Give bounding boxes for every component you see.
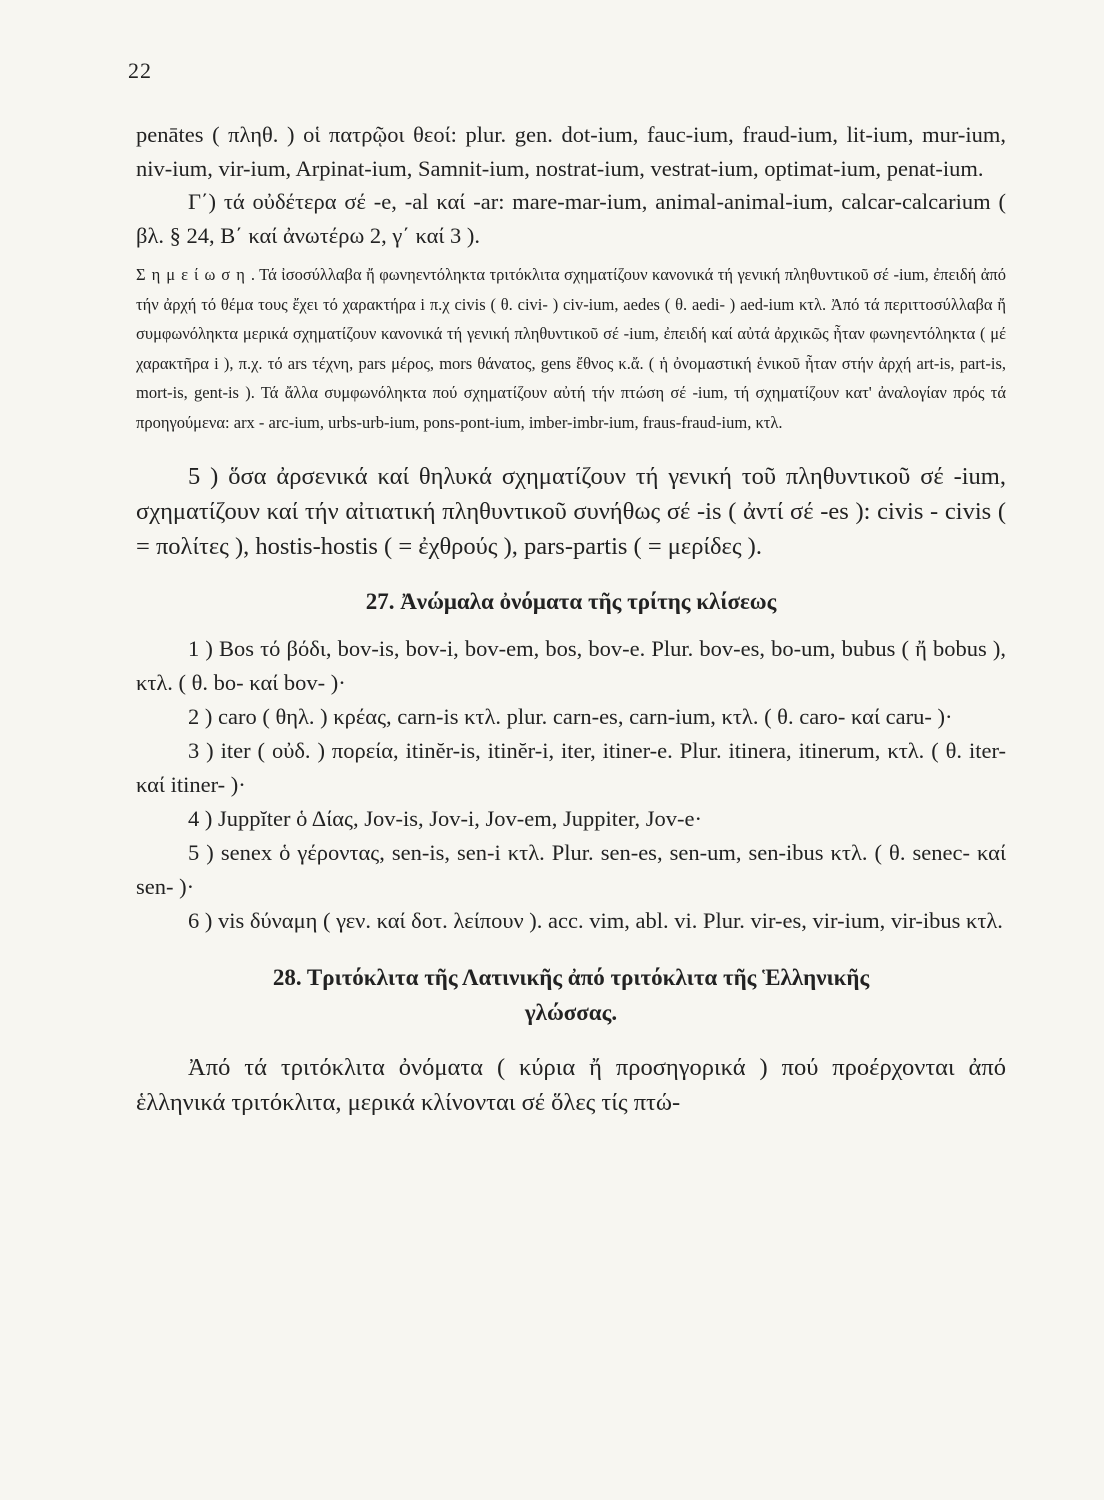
rule-5-paragraph: 5 ) ὅσα ἀρσενικά καί θηλυκά σχηματίζουν τή γενική τοῦ πληθυντικοῦ σέ -ium, σχηματίζουν καί τήν αἰτιατική πληθυντικοῦ συνήθως σέ -is ( ἀντί σέ -es ): civis - civis ( = πολίτες ), hostis-hostis ( = ἐχθρούς ), pars-partis ( = μερίδες ). [136,463,1006,560]
irregular-noun-item-3: 3 ) iter ( οὐδ. ) πορεία, itinĕr-is, itinĕr-i, iter, itiner-e. Plur. itinera, itinerum, κτλ. ( θ. iter- καί itiner- )· [136,738,1006,797]
gamma-paragraph: Γ΄) τά οὐδέτερα σέ -e, -al καί -ar: mare-mar-ium, animal-animal-ium, calcar-calcarium ( βλ. § 24, Β΄ καί ἀνωτέρω 2, γ΄ καί 3 ). [136,189,1006,248]
note-label: Σημείωση [136,265,251,284]
section-27-heading: 27. Ἀνώμαλα ὀνόματα τῆς τρίτης κλίσεως [365,589,777,614]
penates-paragraph: penātes ( πληθ. ) οἱ πατρῷοι θεοί: plur. gen. dot-ium, fauc-ium, fraud-ium, lit-ium, mur-ium, niv-ium, vir-ium, Arpinat-ium, Samnit-ium, nostrat-ium, vestrat-ium, optimat-ium, penat-ium. [136,122,1006,181]
irregular-noun-item-1: 1 ) Bos τό βόδι, bov-is, bov-i, bov-em, bos, bov-e. Plur. bov-es, bo-um, bubus ( ἤ bobus ), κτλ. ( θ. bo- καί bov- )· [136,636,1006,695]
section-28-heading [136,960,1006,1030]
section-28-heading-line-1: 28. Τριτόκλιτα τῆς Λατινικῆς ἀπό τριτόκλιτα τῆς Ἑλληνικῆς [272,965,870,990]
page-number: 22 [128,58,152,83]
section-28-heading-line-2: γλώσσας. [524,1000,618,1025]
irregular-noun-item-6: 6 ) vis δύναμη ( γεν. καί δοτ. λείπουν ). acc. vim, abl. vi. Plur. vir-es, vir-ium, vir-ibus κτλ. [188,908,1003,933]
irregular-noun-item-2: 2 ) caro ( θηλ. ) κρέας, carn-is κτλ. plur. carn-es, carn-ium, κτλ. ( θ. caro- καί caru- )· [188,704,953,729]
closing-paragraph: Ἀπό τά τριτόκλιτα ὀνόματα ( κύρια ἤ προσηγορικά ) πού προέρχονται ἀπό ἑλληνικά τριτόκλιτα, μερικά κλίνονται σέ ὅλες τίς πτώ- [136,1054,1006,1116]
note-paragraph [136,260,1006,437]
irregular-noun-item-5: 5 ) senex ὁ γέροντας, sen-is, sen-i κτλ. Plur. sen-es, sen-um, sen-ibus κτλ. ( θ. senec- καί sen- )· [136,840,1006,899]
note-text: . Τά ἰσοσύλλαβα ἤ φωνηεντόληκτα τριτόκλιτα σχηματίζουν κανονικά τή γενική πληθυντικοῦ σέ -ium, ἐπειδή ἀπό τήν ἀρχή τό θέμα τους ἔχει τό χαρακτήρα i π.χ civis ( θ. civi- ) civ-ium, aedes ( θ. aedi- ) aed-ium κτλ. Ἀπό τά περιττοσύλλαβα ἤ συμφωνόληκτα μερικά σχηματίζουν κανονικά τή γενική πληθυντικοῦ σέ -ium, ἐπειδή καί αὐτά ἀρχικῶς ἦταν φωνηεντόληκτα ( μέ χαρακτῆρα i ), π.χ. τό ars τέχνη, pars μέρος, mors θάνατος, gens ἔθνος κ.ἄ. ( ἡ ὀνομαστική ἑνικοῦ ἦταν στήν ἀρχή art-is, part-is, mort-is, gent-is ). Τά ἄλλα συμφωνόληκτα πού σχηματίζουν αὐτή τήν πτώση σέ -ium, τή σχηματίζουν κατ' ἀναλογίαν πρός τά προηγούμενα: arx - arc-ium, urbs-urb-ium, pons-pont-ium, imber-imbr-ium, fraus-fraud-ium, κτλ. [136,265,1006,432]
irregular-noun-item-4: 4 ) Juppĭter ὁ Δίας, Jov-is, Jov-i, Jov-em, Juppiter, Jov-e· [188,806,703,831]
page-content [136,118,1006,1120]
